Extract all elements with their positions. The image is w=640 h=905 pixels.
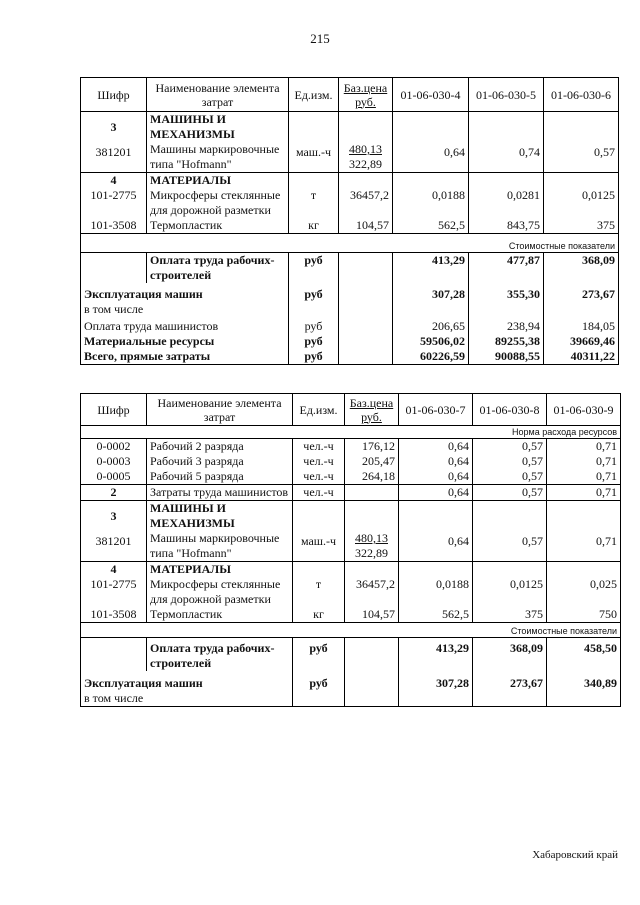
table-row	[81, 485, 621, 501]
row-value-2: 0,57	[473, 485, 547, 501]
header-name: Наименование элемента затрат	[147, 78, 289, 112]
cost-unit: руб	[289, 349, 339, 365]
section-title: МАШИНЫ И МЕХАНИЗМЫ	[147, 112, 289, 143]
row-name: Микросферы стеклянные для дорожной разметки	[147, 577, 293, 607]
cost-value-2: 238,94	[469, 317, 544, 334]
table-row	[81, 439, 621, 455]
row-unit: маш.-ч	[289, 142, 339, 173]
row-name: Машины маркировочные типа "Hofmann"	[147, 142, 289, 173]
row-unit: т	[293, 577, 345, 607]
row-unit: чел.-ч	[293, 485, 345, 501]
row-value-2: 0,0281	[469, 188, 544, 218]
row-code: 0-0002	[81, 439, 147, 455]
cost-unit: руб	[289, 253, 339, 284]
table-header-row	[81, 394, 621, 426]
cost-value-3: 368,09	[544, 253, 619, 284]
row-price: 36457,2	[339, 188, 393, 218]
table-row	[81, 188, 619, 218]
row-code: 101-3508	[81, 218, 147, 234]
row-name: Рабочий 3 разряда	[147, 454, 293, 469]
section-code: 4	[81, 173, 147, 189]
cost-name: Эксплуатация машин	[84, 287, 203, 301]
row-price: 104,57	[339, 218, 393, 234]
row-value-1: 562,5	[393, 218, 469, 234]
cost-sub: в том числе	[84, 691, 144, 705]
cost-sub: в том числе	[84, 302, 144, 316]
row-value-1: 0,64	[399, 469, 473, 485]
header-code: Шифр	[81, 78, 147, 112]
cost-value-2: 368,09	[473, 638, 547, 672]
row-name: Машины маркировочные типа "Hofmann"	[147, 531, 293, 562]
cost-value-1: 60226,59	[393, 349, 469, 365]
row-name: Термопластик	[147, 607, 293, 623]
row-unit: маш.-ч	[293, 531, 345, 562]
cost-name: Оплата труда машинистов	[81, 317, 289, 334]
row-code: 381201	[81, 142, 147, 173]
norms-table-1	[80, 77, 619, 365]
row-value-1: 0,64	[399, 485, 473, 501]
cost-row	[81, 334, 619, 349]
row-unit: чел.-ч	[293, 454, 345, 469]
row-unit: чел.-ч	[293, 469, 345, 485]
row-price: 205,47	[345, 454, 399, 469]
header-price: Баз.цена руб.	[339, 78, 393, 112]
cost-value-3: 458,50	[547, 638, 621, 672]
header-col-2: 01-06-030-5	[469, 78, 544, 112]
row-value-3: 0,025	[547, 577, 621, 607]
row-name: Затраты труда машинистов	[147, 485, 293, 501]
cost-value-1: 206,65	[393, 317, 469, 334]
row-value-1: 0,0188	[399, 577, 473, 607]
band-label: Стоимостные показатели	[81, 234, 619, 253]
header-col-3: 01-06-030-9	[547, 394, 621, 426]
row-value-2: 0,57	[473, 454, 547, 469]
cost-name: Эксплуатация машин	[84, 676, 203, 690]
row-unit: чел.-ч	[293, 439, 345, 455]
cost-name: Оплата труда рабочих-строителей	[147, 638, 293, 672]
cost-value-3: 40311,22	[544, 349, 619, 365]
row-value-2: 0,57	[473, 439, 547, 455]
row-value-1: 0,64	[393, 142, 469, 173]
row-value-1: 562,5	[399, 607, 473, 623]
cost-unit: руб	[289, 334, 339, 349]
cost-row	[81, 253, 619, 284]
header-col-1: 01-06-030-4	[393, 78, 469, 112]
row-code: 101-2775	[81, 188, 147, 218]
cost-value-1: 307,28	[393, 283, 469, 317]
row-code: 0-0005	[81, 469, 147, 485]
region-footer: Хабаровский край	[532, 849, 618, 861]
row-price: 480,13	[355, 531, 388, 545]
row-value-3: 0,57	[544, 142, 619, 173]
cost-row	[81, 671, 621, 707]
band-label: Норма расхода ресурсов	[81, 426, 621, 439]
table-row	[81, 469, 621, 485]
row-value-3: 0,71	[547, 531, 621, 562]
cost-value-2: 90088,55	[469, 349, 544, 365]
cost-value-3: 184,05	[544, 317, 619, 334]
section-code: 3	[81, 501, 147, 532]
row-value-1: 0,0188	[393, 188, 469, 218]
header-name: Наименование элемента затрат	[147, 394, 293, 426]
row-value-1: 0,64	[399, 439, 473, 455]
cost-name: Всего, прямые затраты	[81, 349, 289, 365]
cost-value-3: 273,67	[544, 283, 619, 317]
header-code: Шифр	[81, 394, 147, 426]
cost-row	[81, 283, 619, 317]
row-value-2: 843,75	[469, 218, 544, 234]
cost-value-2: 355,30	[469, 283, 544, 317]
cost-unit: руб	[293, 638, 345, 672]
row-value-3: 0,71	[547, 439, 621, 455]
header-price: Баз.цена руб.	[345, 394, 399, 426]
row-value-3: 0,71	[547, 469, 621, 485]
band-row	[81, 234, 619, 253]
row-value-2: 0,0125	[473, 577, 547, 607]
row-price: 36457,2	[345, 577, 399, 607]
row-value-3: 375	[544, 218, 619, 234]
section-title: МАТЕРИАЛЫ	[147, 173, 289, 189]
header-unit: Ед.изм.	[293, 394, 345, 426]
cost-value-2: 89255,38	[469, 334, 544, 349]
section-code: 4	[81, 562, 147, 578]
row-value-2: 375	[473, 607, 547, 623]
header-unit: Ед.изм.	[289, 78, 339, 112]
table-row	[81, 531, 621, 562]
cost-value-2: 477,87	[469, 253, 544, 284]
cost-row	[81, 317, 619, 334]
row-price: 176,12	[345, 439, 399, 455]
band-row	[81, 426, 621, 439]
section-row	[81, 562, 621, 578]
band-row	[81, 623, 621, 638]
table-header-row	[81, 78, 619, 112]
table-row	[81, 577, 621, 607]
row-name: Рабочий 5 разряда	[147, 469, 293, 485]
row-value-3: 0,71	[547, 485, 621, 501]
norms-table-2	[80, 393, 621, 707]
cost-value-1: 413,29	[399, 638, 473, 672]
table-row	[81, 454, 621, 469]
row-price-2: 322,89	[349, 157, 382, 171]
row-price: 480,13	[349, 142, 382, 156]
cost-row	[81, 638, 621, 672]
row-unit: кг	[289, 218, 339, 234]
row-code: 101-2775	[81, 577, 147, 607]
section-row	[81, 112, 619, 143]
row-code: 381201	[81, 531, 147, 562]
row-value-2: 0,57	[473, 531, 547, 562]
row-unit: кг	[293, 607, 345, 623]
row-value-2: 0,74	[469, 142, 544, 173]
cost-value-1: 413,29	[393, 253, 469, 284]
cost-unit: руб	[293, 671, 345, 707]
cost-row	[81, 349, 619, 365]
cost-value-1: 307,28	[399, 671, 473, 707]
row-code: 0-0003	[81, 454, 147, 469]
section-title: МАТЕРИАЛЫ	[147, 562, 293, 578]
band-label: Стоимостные показатели	[81, 623, 621, 638]
row-value-1: 0,64	[399, 531, 473, 562]
section-code: 3	[81, 112, 147, 143]
cost-name: Материальные ресурсы	[81, 334, 289, 349]
header-col-3: 01-06-030-6	[544, 78, 619, 112]
table-row	[81, 607, 621, 623]
row-name: Рабочий 2 разряда	[147, 439, 293, 455]
row-value-3: 750	[547, 607, 621, 623]
row-unit: т	[289, 188, 339, 218]
cost-value-1: 59506,02	[393, 334, 469, 349]
row-price-2: 322,89	[355, 546, 388, 560]
header-col-2: 01-06-030-8	[473, 394, 547, 426]
row-value-1: 0,64	[399, 454, 473, 469]
row-name: Термопластик	[147, 218, 289, 234]
page-number: 215	[310, 31, 330, 46]
row-value-3: 0,71	[547, 454, 621, 469]
row-code: 2	[81, 485, 147, 501]
row-value-3: 0,0125	[544, 188, 619, 218]
row-value-2: 0,57	[473, 469, 547, 485]
cost-value-2: 273,67	[473, 671, 547, 707]
section-row	[81, 501, 621, 532]
cost-value-3: 340,89	[547, 671, 621, 707]
cost-name: Оплата труда рабочих-строителей	[147, 253, 289, 284]
table-row	[81, 218, 619, 234]
row-price: 104,57	[345, 607, 399, 623]
header-col-1: 01-06-030-7	[399, 394, 473, 426]
table-row	[81, 142, 619, 173]
cost-value-3: 39669,46	[544, 334, 619, 349]
cost-unit: руб	[289, 317, 339, 334]
cost-unit: руб	[289, 283, 339, 317]
section-title: МАШИНЫ И МЕХАНИЗМЫ	[147, 501, 293, 532]
section-row	[81, 173, 619, 189]
row-name: Микросферы стеклянные для дорожной разметки	[147, 188, 289, 218]
row-price: 264,18	[345, 469, 399, 485]
row-code: 101-3508	[81, 607, 147, 623]
